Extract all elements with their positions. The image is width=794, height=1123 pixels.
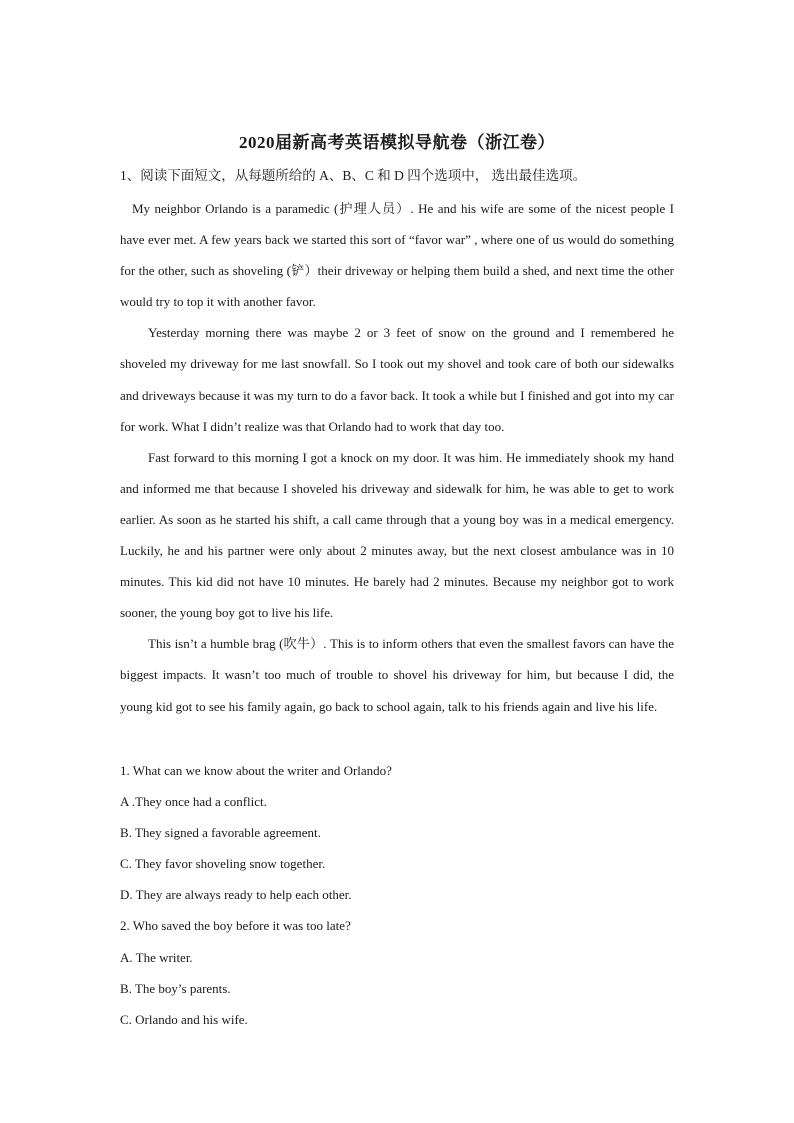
passage-paragraph-1: My neighbor Orlando is a paramedic (护理人员）. He and his wife are some of the nicest people I have ever met. A few years back we started this sort of “favor war” , where one of us would do something for the other, such as shoveling (铲）their driveway or helping them build a shed, and next time the other would try to top it with another favor. — [120, 201, 674, 310]
passage-paragraph-3: Fast forward to this morning I got a knock on my door. It was him. He immediately shook my hand and informed me that because I shoveled his driveway and sidewalk for him, he was able to get to work earlier. As soon as he started his shift, a call came through that a young boy was in a medical emergency. Luckily, he and his partner were only about 2 minutes away, but the next closest ambulance was in 10 minutes. This kid did not have 10 minutes. He barely had 2 minutes. Because my neighbor got to work sooner, the young boy got to live his life. — [120, 449, 674, 621]
question-2-stem: 2. Who saved the boy before it was too late? — [120, 918, 351, 934]
question-1-stem: 1. What can we know about the writer and Orlando? — [120, 763, 392, 778]
page-title: 2020届新高考英语模拟导航卷（浙江卷） — [239, 133, 555, 152]
question-1-option-c: C. They favor shoveling snow together. — [120, 856, 326, 872]
question-1-option-b: B. They signed a favorable agreement. — [120, 825, 321, 841]
question-2-option-b: B. The boy’s parents. — [120, 980, 231, 996]
question-list — [120, 755, 674, 1035]
passage-paragraph-2: Yesterday morning there was maybe 2 or 3 feet of snow on the ground and I remembered he shoveled my driveway for me last snowfall. So I took out my shovel and took care of both our sidewalks and driveways because it was my turn to do a favor back. It took a while but I finished and got into my car for work. What I didn’t realize was that Orlando had to work that day too. — [120, 325, 674, 434]
question-2-option-a: A. The writer. — [120, 949, 193, 965]
question-2-option-c: C. Orlando and his wife. — [120, 1011, 248, 1027]
passage-paragraph-4: This isn’t a humble brag (吹牛）. This is to inform others that even the smallest favors can have the biggest impacts. It wasn’t too much of trouble to shovel his driveway for him, but because I did, the young kid got to see his family again, go back to school again, talk to his friends again and live his life. — [120, 636, 674, 714]
reading-passage — [120, 193, 674, 722]
question-1-option-a: A .They once had a conflict. — [120, 794, 267, 810]
question-1-option-d: D. They are always ready to help each other. — [120, 887, 352, 903]
section-instruction: 1、阅读下面短文，从每题所给的 A、B、C 和 D 四个选项中， 选出最佳选项。 — [120, 168, 587, 183]
